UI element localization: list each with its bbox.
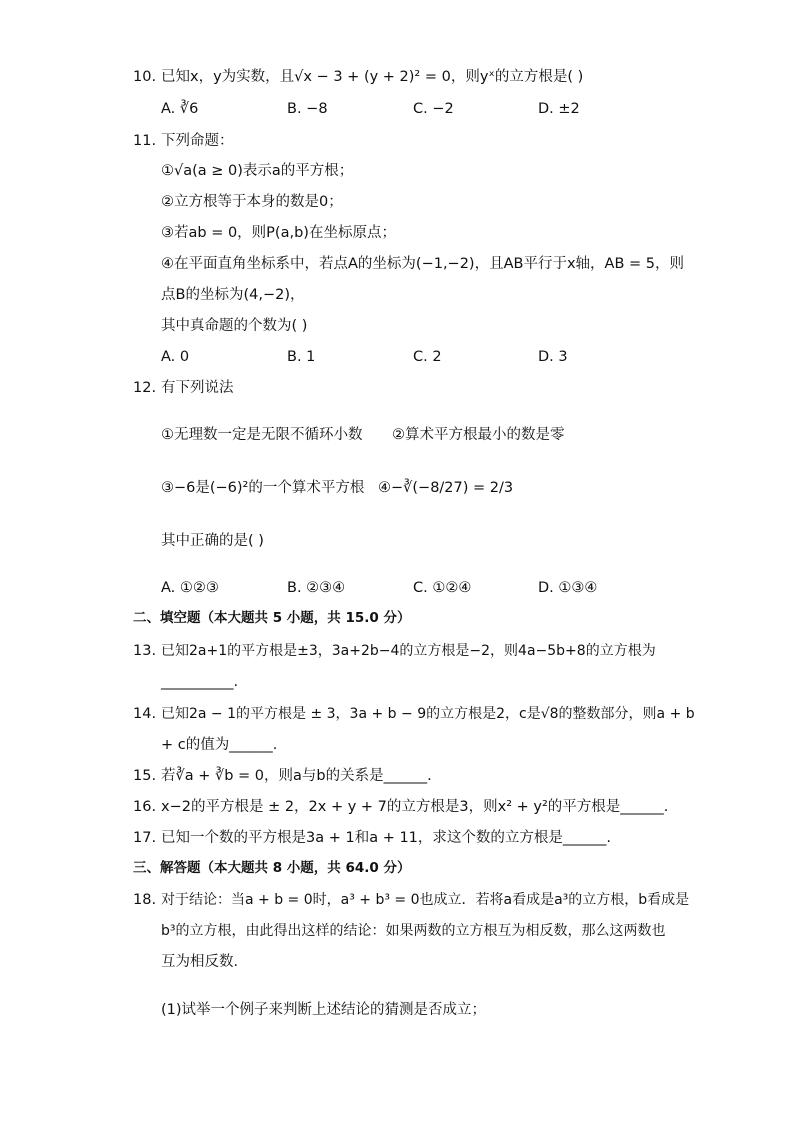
q18-line-2: b³的立方根，由此得出这样的结论：如果两数的立方根互为相反数，那么这两数也	[161, 923, 666, 939]
q10-option-b: B. −8	[287, 101, 328, 117]
q12-stem: 有下列说法	[161, 380, 234, 396]
q12-ask: 其中正确的是( )	[161, 533, 264, 549]
q10-option-a: A. ∛6	[161, 101, 199, 117]
q16-line-1: x−2的平方根是 ± 2，2x + y + 7的立方根是3，则x² + y²的平方根是______.	[161, 799, 669, 815]
q11-option-a: A. 0	[161, 349, 190, 365]
q11-option-b: B. 1	[287, 349, 316, 365]
q16-number: 16.	[133, 799, 157, 815]
q18-line-1: 对于结论：当a + b = 0时，a³ + b³ = 0也成立．若将a看成是a³的立方根，b看成是	[161, 892, 690, 908]
q12-item-2: ②算术平方根最小的数是零	[392, 427, 565, 443]
q12-option-a: A. ①②③	[161, 580, 219, 596]
q17-line-1: 已知一个数的平方根是3a + 1和a + 11，求这个数的立方根是______.	[161, 830, 612, 846]
q18-line-3: 互为相反数．	[161, 954, 248, 970]
q11-number: 11.	[133, 133, 157, 149]
q11-ask: 其中真命题的个数为( )	[161, 318, 308, 334]
q11-stem: 下列命题：	[161, 133, 234, 149]
section-answer-heading: 三、解答题（本大题共 8 小题，共 64.0 分）	[133, 860, 411, 876]
q12-number: 12.	[133, 380, 157, 396]
q12-item-3: ③−6是(−6)²的一个算术平方根	[161, 480, 365, 496]
q12-option-b: B. ②③④	[287, 580, 346, 596]
q13-line-1: 已知2a+1的平方根是±3，3a+2b−4的立方根是−2，则4a−5b+8的立方根为	[161, 643, 656, 659]
q11-item-3: ③若ab = 0，则P(a,b)在坐标原点；	[161, 225, 396, 241]
q14-number: 14.	[133, 706, 157, 722]
q13-line-2: __________.	[161, 674, 239, 690]
q10-stem: 已知x，y为实数，且√x − 3 + (y + 2)² = 0，则yˣ的立方根是( )	[161, 69, 584, 85]
q12-item-4: ④−∛(−8/27) = 2/3	[378, 480, 514, 496]
q17-number: 17.	[133, 830, 157, 846]
q11-item-4-cont: 点B的坐标为(4,−2)，	[161, 287, 305, 303]
q15-number: 15.	[133, 768, 157, 784]
q12-item-1: ①无理数一定是无限不循环小数	[161, 427, 363, 443]
q14-line-2: + c的值为______.	[161, 737, 278, 753]
q18-number: 18.	[133, 892, 157, 908]
q12-option-c: C. ①②④	[413, 580, 472, 596]
q11-item-4: ④在平面直角坐标系中，若点A的坐标为(−1,−2)，且AB平行于x轴，AB = 5，则	[161, 256, 684, 272]
q12-option-d: D. ①③④	[538, 580, 598, 596]
q15-line-1: 若∛a + ∛b = 0，则a与b的关系是______.	[161, 768, 432, 784]
q10-option-c: C. −2	[413, 101, 454, 117]
q11-item-1: ①√a(a ≥ 0)表示a的平方根；	[161, 163, 354, 179]
section-fill-in-heading: 二、填空题（本大题共 5 小题，共 15.0 分）	[133, 610, 411, 626]
q11-option-c: C. 2	[413, 349, 442, 365]
q13-number: 13.	[133, 643, 157, 659]
q10-number: 10.	[133, 69, 157, 85]
q11-option-d: D. 3	[538, 349, 568, 365]
q14-line-1: 已知2a − 1的平方根是 ± 3，3a + b − 9的立方根是2，c是√8的整数部分，则a + b	[161, 706, 695, 722]
q11-item-2: ②立方根等于本身的数是0；	[161, 194, 343, 210]
q10-option-d: D. ±2	[538, 101, 580, 117]
q18-sub-1: (1)试举一个例子来判断上述结论的猜测是否成立；	[161, 1002, 487, 1018]
